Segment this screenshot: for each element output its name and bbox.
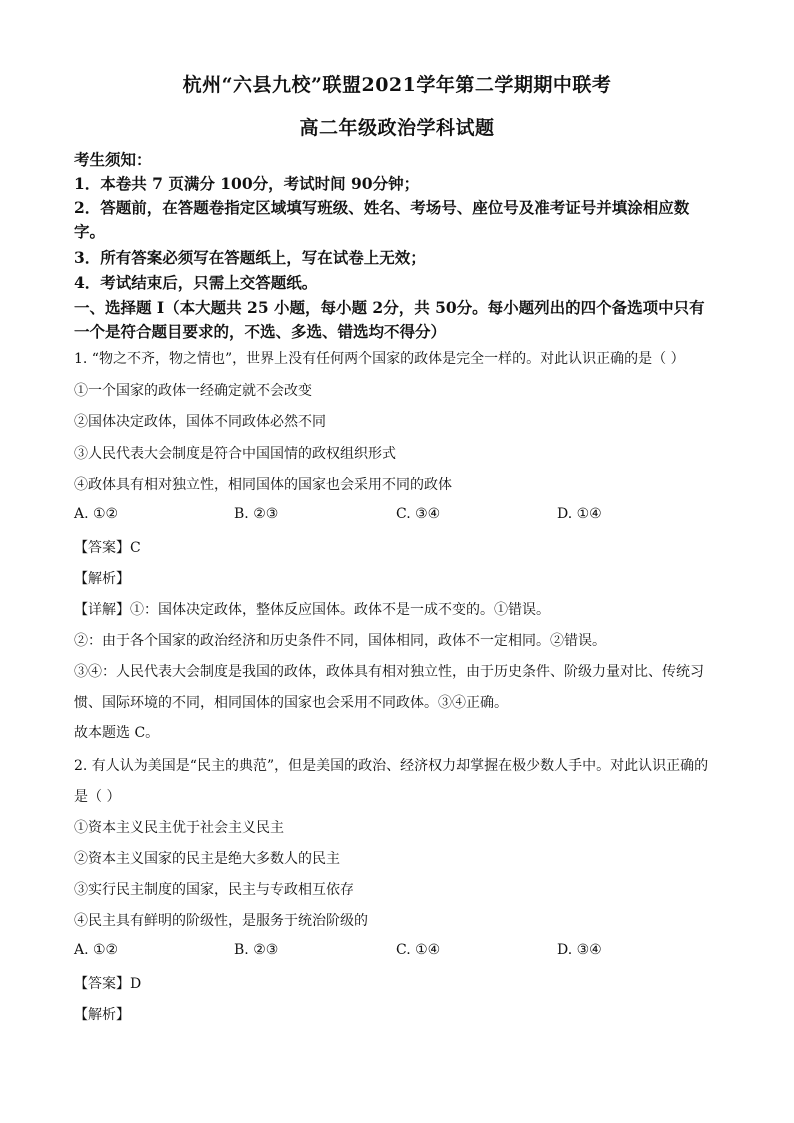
q1-stem: 1. “物之不齐，物之情也”，世界上没有任何两个国家的政体是完全一样的。对此认识正确的是（ ） [74,351,685,367]
notice-heading: 考生须知： [74,150,152,169]
notice-item-4: 4．考试结束后，只需上交答题纸。 [74,273,318,292]
q2-answer: 【答案】D [74,976,142,992]
q1-statement-3: ③人民代表大会制度是符合中国国情的政权组织形式 [74,446,396,462]
notice-item-2: 2．答题前，在答题卷指定区域填写班级、姓名、考场号、座位号及准考证号并填涂相应数 [74,198,690,217]
q1-detail-1: 【详解】①：国体决定政体，整体反应国体。政体不是一成不变的。①错误。 [74,602,550,618]
exam-title: 杭州“六县九校”联盟2021学年第二学期期中联考 [182,74,612,96]
q2-stem-line-1: 2. 有人认为美国是“民主的典范”，但是美国的政治、经济权力却掌握在极少数人手中。对此认识正确的 [74,758,709,774]
q2-statement-1: ①资本主义民主优于社会主义民主 [74,820,284,836]
q1-option-c: C. ③④ [396,506,441,522]
notice-item-1: 1．本卷共 7 页满分 100分，考试时间 90分钟； [74,174,420,193]
q1-option-a: A. ①② [74,506,119,522]
q2-option-b: B. ②③ [234,942,279,958]
q2-option-a: A. ①② [74,942,119,958]
q1-options [74,506,726,526]
q1-answer: 【答案】C [74,540,141,556]
notice-item-3: 3．所有答案必须写在答题纸上，写在试卷上无效； [74,248,426,267]
q2-option-d: D. ③④ [557,942,602,958]
q1-detail-4: 惯、国际环境的不同，相同国体的国家也会采用不同政体。③④正确。 [74,695,508,711]
q2-stem-line-2: 是（ ） [74,789,121,805]
section-heading-line-2: 一个是符合题目要求的，不选、多选、错选均不得分） [74,322,447,341]
q2-option-c: C. ①④ [396,942,441,958]
exam-subtitle: 高二年级政治学科试题 [299,117,495,139]
q1-option-b: B. ②③ [234,506,279,522]
q1-conclusion: 故本题选 C。 [74,725,160,741]
q2-statement-3: ③实行民主制度的国家，民主与专政相互依存 [74,882,354,898]
section-heading-line-1: 一、选择题 I（本大题共 25 小题，每小题 2分，共 50分。每小题列出的四个备选项中只有 [74,298,705,317]
q1-detail-3: ③④：人民代表大会制度是我国的政体，政体具有相对独立性，由于历史条件、阶级力量对比、传统习 [74,664,704,680]
q2-options [74,942,726,962]
q2-statement-4: ④民主具有鲜明的阶级性，是服务于统治阶级的 [74,913,368,929]
q2-statement-2: ②资本主义国家的民主是绝大多数人的民主 [74,851,340,867]
q1-detail-2: ②：由于各个国家的政治经济和历史条件不同，国体相同，政体不一定相同。②错误。 [74,633,606,649]
q1-statement-1: ①一个国家的政体一经确定就不会改变 [74,383,312,399]
notice-item-2-cont: 字。 [74,222,106,241]
q1-analysis-label: 【解析】 [74,571,130,587]
q1-statement-4: ④政体具有相对独立性，相同国体的国家也会采用不同的政体 [74,477,452,493]
q1-option-d: D. ①④ [557,506,602,522]
q1-statement-2: ②国体决定政体，国体不同政体必然不同 [74,414,326,430]
q2-analysis-label: 【解析】 [74,1007,130,1023]
